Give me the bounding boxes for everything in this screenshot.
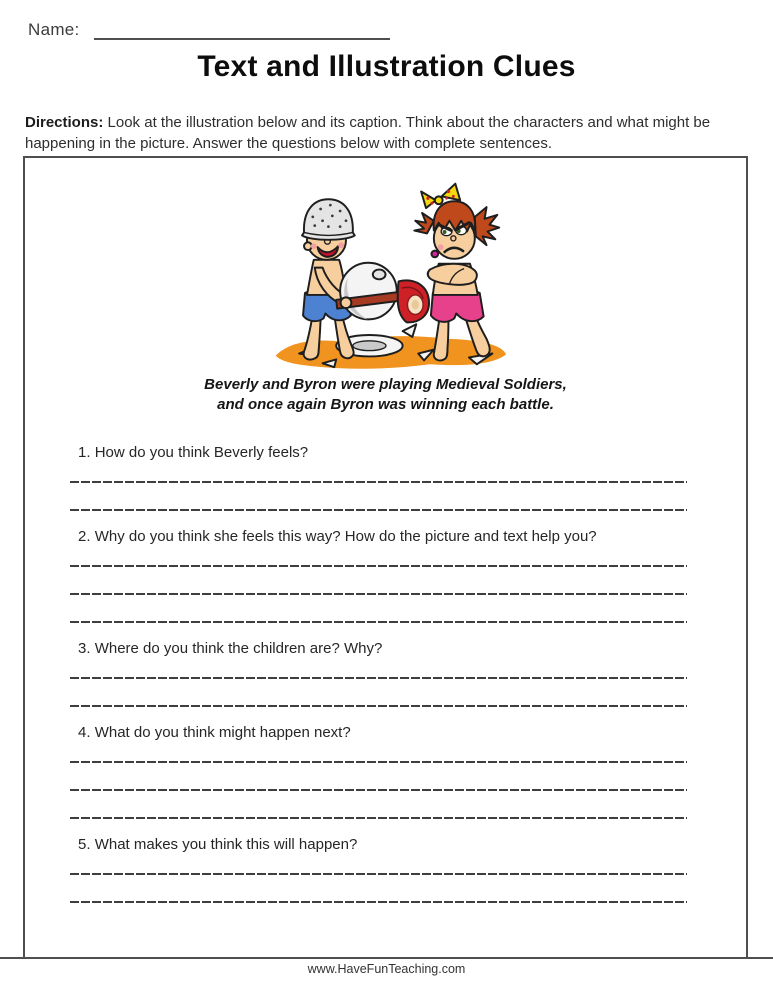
questions bbox=[25, 442, 746, 903]
question-number: 5. bbox=[78, 836, 91, 853]
name-label: Name: bbox=[28, 20, 80, 39]
answer-line[interactable] bbox=[70, 901, 687, 903]
question-number: 2. bbox=[78, 528, 91, 545]
question-label: Why do you think she feels this way? How do the picture and text help you? bbox=[94, 528, 597, 545]
question-text bbox=[78, 638, 746, 660]
question-number: 3. bbox=[78, 640, 91, 657]
question-block bbox=[25, 722, 746, 819]
question-text bbox=[78, 722, 746, 744]
directions-line-2: happening in the picture. Answer the questions below with complete sentences. bbox=[25, 134, 552, 152]
answer-line[interactable] bbox=[70, 817, 687, 819]
question-block bbox=[25, 834, 746, 903]
page-title: Text and Illustration Clues bbox=[197, 50, 576, 83]
question-number: 1. bbox=[78, 444, 91, 461]
caption bbox=[25, 375, 746, 415]
name-row bbox=[28, 20, 390, 40]
question-text bbox=[78, 526, 746, 548]
answer-line[interactable] bbox=[70, 565, 687, 567]
answer-line[interactable] bbox=[70, 509, 687, 511]
question-block bbox=[25, 526, 746, 623]
question-text bbox=[78, 442, 746, 464]
answer-line[interactable] bbox=[70, 873, 687, 875]
footer-divider bbox=[0, 957, 773, 959]
illustration bbox=[25, 170, 746, 375]
question-number: 4. bbox=[78, 724, 91, 741]
directions-line-1: Directions: Look at the illustration below and its caption. Think about the characters and what might be bbox=[25, 114, 711, 131]
answer-line[interactable] bbox=[70, 621, 687, 623]
directions bbox=[25, 113, 748, 154]
answer-line[interactable] bbox=[70, 789, 687, 791]
directions-label: Directions: bbox=[25, 114, 104, 131]
name-input-line[interactable] bbox=[94, 20, 390, 40]
question-block bbox=[25, 442, 746, 511]
question-block bbox=[25, 638, 746, 707]
question-text bbox=[78, 834, 746, 856]
footer-website: www.HaveFunTeaching.com bbox=[307, 962, 466, 976]
question-label: How do you think Beverly feels? bbox=[94, 444, 309, 461]
caption-line-2: and once again Byron was winning each battle. bbox=[217, 396, 554, 413]
question-label: What makes you think this will happen? bbox=[94, 836, 358, 853]
answer-line[interactable] bbox=[70, 677, 687, 679]
question-label: What do you think might happen next? bbox=[94, 724, 351, 741]
answer-line[interactable] bbox=[70, 705, 687, 707]
answer-line[interactable] bbox=[70, 761, 687, 763]
cartoon-kids-image bbox=[251, 170, 521, 375]
question-label: Where do you think the children are? Why? bbox=[94, 640, 383, 657]
answer-line[interactable] bbox=[70, 593, 687, 595]
caption-line-1: Beverly and Byron were playing Medieval Soldiers, bbox=[204, 376, 567, 393]
worksheet-frame bbox=[23, 156, 748, 957]
answer-line[interactable] bbox=[70, 481, 687, 483]
